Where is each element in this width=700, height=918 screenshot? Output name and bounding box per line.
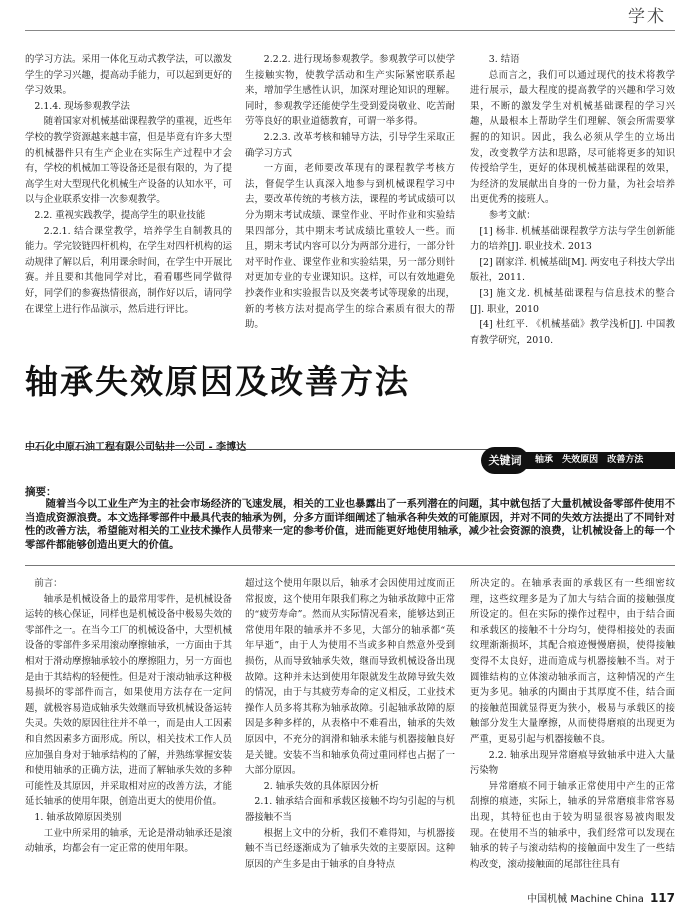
body-column-1 <box>25 576 232 857</box>
paragraph: 2.2.1. 结合课堂教学，培养学生自制教具的能力。学完铰链四杆机构，在学生对四杆机构的运动规律了解以后，利用课余时间，在学生中开展比赛。并且要和其他同学对比，看看哪些同学做得好，同学们的参赛热情很高，制作好以后，请同学在课堂上进行作品演示，然后进行评比。 <box>25 225 232 315</box>
paragraph: [3] 施文龙. 机械基础课程与信息技术的整合[J]. 职业，2010 <box>470 287 675 315</box>
body-column-2 <box>245 576 455 872</box>
body-column-3 <box>470 576 675 872</box>
keywords-box <box>481 447 675 474</box>
keywords-text: 轴承 失效原因 改善方法 <box>523 452 675 469</box>
paragraph: 1. 轴承故障原因类别 <box>34 811 122 823</box>
top-column-3 <box>470 52 675 348</box>
paragraph: 超过这个使用年限以后，轴承才会因使用过度而正常报废，这个使用年限我们称之为轴承故障中正常的“疲劳寿命”。然而从实际情况看来，能够达到正常使用年限的轴承并不多见，大部分的轴承都“英年早逝”，由于人为使用不当或多种自然意外受到损伤，从而导致轴承失效，继而导致机械设备出现故障。这种并未达到使用年限就发生故障导致失效的情况，由于与其疲劳寿命的定义相反，工业技术操作人员多将其称为轴承故障。引起轴承故障的原因是多种多样的，从表格中不难看出，轴承的失效原因中，不充分的润滑和轴承未能与机器接触良好是关键。安装不当和轴承负荷过重同样也占据了一大部分原因。 <box>245 578 455 777</box>
publication-name: 中国机械 Machine China <box>527 894 644 905</box>
abstract-label: 摘要： <box>25 486 57 498</box>
paragraph: 根据上文中的分析，我们不难得知，与机器接触不当已经逐渐成为了轴承失效的主要原因。这种原因的产生多是由于轴承的自身特点 <box>245 827 455 870</box>
paragraph: 2.2.3. 改革考核和辅导方法，引导学生采取正确学习方式 <box>245 131 455 159</box>
top-column-1 <box>25 52 232 317</box>
abstract-text: 随着当今以工业生产为主的社会市场经济的飞速发展，相关的工业也暴露出了一系列潜在的问题，其中就包括了大量机械设备零部件使用不当造成资源浪费。本文选择零部件中最具代表的轴承为例，分多方面详细阐述了轴承各种失效的可能原因，并对不同的失效方法提出了不同针对性的改善方法，希望能对相关的工业技术操作人员带来一定的参考价值，进而能更好地使用轴承，减少社会资源的浪费，让机械设备上的每一个零部件都能够创造出更大的价值。 <box>25 498 675 551</box>
paragraph: 2.2. 轴承出现异常磨痕导致轴承中进入大量污染物 <box>470 749 675 777</box>
paragraph: 2.2. 重视实践教学，提高学生的职业技能 <box>34 209 206 221</box>
paragraph: 异常磨痕不同于轴承正常使用中产生的正常刮擦的痕迹，实际上，轴承的异常磨痕非常容易出现，其特征也由于较为明显很容易被肉眼发现。在使用不当的轴承中，我们经常可以发现在轴承的转子与滚动结构的接触面中发生了一些结构改变，滚动接触面的尾部往往具有 <box>470 780 675 870</box>
article-byline: 中石化中原石油工程有限公司钻井一公司 - 李博达 <box>25 442 247 453</box>
paragraph: 前言： <box>34 578 63 589</box>
paragraph: 总而言之，我们可以通过现代的技术将教学进行展示，最大程度的提高教学的兴趣和学习效果，不断的激发学生对机械基础课程的学习兴趣，从最根本上帮助学生们理解、领会所需要掌握的的知识。因此，我么必须从学生的立场出发，改变教学方法和思路，尽可能将更多的知识传授给学生，更好的体现机械基础课程的效果，为经济的发展献出自身的一份力量，为社会培养出更优秀的接班人。 <box>470 69 675 206</box>
article-title: 轴承失效原因及改善方法 <box>25 362 410 401</box>
byline-rule <box>25 449 491 450</box>
paragraph: 轴承是机械设备上的最常用零件，是机械设备运转的核心保证，同样也是机械设备中极易失效的零部件之一。在当今工厂的机械设备中，大型机械设备的零部件多采用滚动摩擦轴承，一方面由于其相对于滑动摩擦轴承较小的摩擦阻力，另一方面也是由于其结构的轻便性。但是对于滚动轴承这种极易损坏的零部件而言，如果使用方法存在一定问题，就极容易造成轴承失效继而导致机械设备运转失灵。失效的原因往往并不单一，而是由人工因素和自然因素多方面形成。所以，相关技术工作人员应加强自身对于轴承结构的了解，并熟练掌握安装和使用轴承的正确方法，进而了解轴承失效的多种可能性及其原因，并采取相对应的改善方法，才能延长轴承的使用年限，创造出更大的使用价值。 <box>25 593 232 808</box>
section-tag: 学术 <box>628 7 666 27</box>
paragraph: 2. 轴承失效的具体原因分析 <box>263 780 379 792</box>
paragraph: 一方面，老师要改革现有的课程教学考核方法，督促学生认真深入地参与到机械课程学习中去，要改革传统的考核方法，课程的考试成绩可以分为期末考试成绩、课堂作业、平时作业和实验结果四部分，其中期末考试成绩比重较人一些。而且，期末考试内容可以分为两部分进行，一部分针对平时作业、课堂作业和实验结果，另一部分则针对更加专业的专业课知识。这样，可以有效地避免抄袭作业和实验报告以及突袭考试等现象的出现，新的考核方法对提高学生的综合素质有很大的帮助。 <box>245 163 455 331</box>
keywords-label: 关键词 <box>481 447 529 474</box>
paragraph: 所决定的。在轴承表面的承载区有一些细密纹理，这些纹理多是为了加大与结合面的接触强度所设定的。但在实际的操作过程中，由于结合面和承载区的接触不十分均匀，使得相接处的表面纹理渐渐损坏，其配合痕迹慢慢磨损，使得接触变得不太良好，进而造成与机器接触不当。对于圆锥结构的立体滚动轴承而言，这种情况的产生更为多见。轴承的内圈由于其厚度不佳，结合面的接触范围就显得更为狭小，极易与承载区的接触部分发生大量摩擦，从而使得磨痕的出现更为严重，更易引起与机器接触不良。 <box>470 578 675 745</box>
paragraph: 2.2.2. 进行现场参观教学。参观教学可以使学生接触实物，使教学活动和生产实际紧密联系起来，增加学生感性认识，加深对理论知识的理解。同时，参观教学还能使学生受到爱岗敬业、吃苦耐劳等良好的职业道德教育，可谓一举多得。 <box>245 54 455 128</box>
header-rule <box>25 30 675 31</box>
abstract-rule <box>25 565 675 566</box>
paragraph: [1] 杨非. 机械基础课程教学方法与学生创新能力的培养[J]. 职业技术. 2013 <box>470 225 675 253</box>
top-column-2 <box>245 52 455 333</box>
page-footer <box>527 890 675 905</box>
paragraph: 2.1. 轴承结合面和承载区接触不均匀引起的与机器接触不当 <box>245 796 455 823</box>
paragraph: 2.1.4. 现场参观教学法 <box>34 100 130 112</box>
paragraph: 工业中所采用的轴承，无论是滑动轴承还是滚动轴承，均都会有一定正常的使用年限。 <box>25 827 232 855</box>
paragraph: 3. 结语 <box>488 54 520 65</box>
page-number: 117 <box>649 891 675 905</box>
paragraph: 的学习方法。采用一体化互动式教学法，可以激发学生的学习兴趣，提高动手能力，可以起到更好的学习效果。 <box>25 54 232 97</box>
paragraph: [2] 剧家洋. 机械基础[M]. 两安电子科技大学出版社，2011. <box>470 256 675 284</box>
paragraph: 参考文献： <box>488 209 536 221</box>
paragraph: 随着国家对机械基础课程教学的重视，近些年学校的教学资源越来越丰富，但是毕竟有许多大型的机械器件只有生产企业在实际生产过程中才会有，学校的机械加工等设备还是很有限的，为了提高学生对大型现代化机械生产设备的认知水平，可以与企业联系安排一次参观教学。 <box>25 116 232 206</box>
paragraph: [4] 杜红平. 《机械基础》教学浅析[J]. 中国教育教学研究，2010. <box>470 319 675 346</box>
